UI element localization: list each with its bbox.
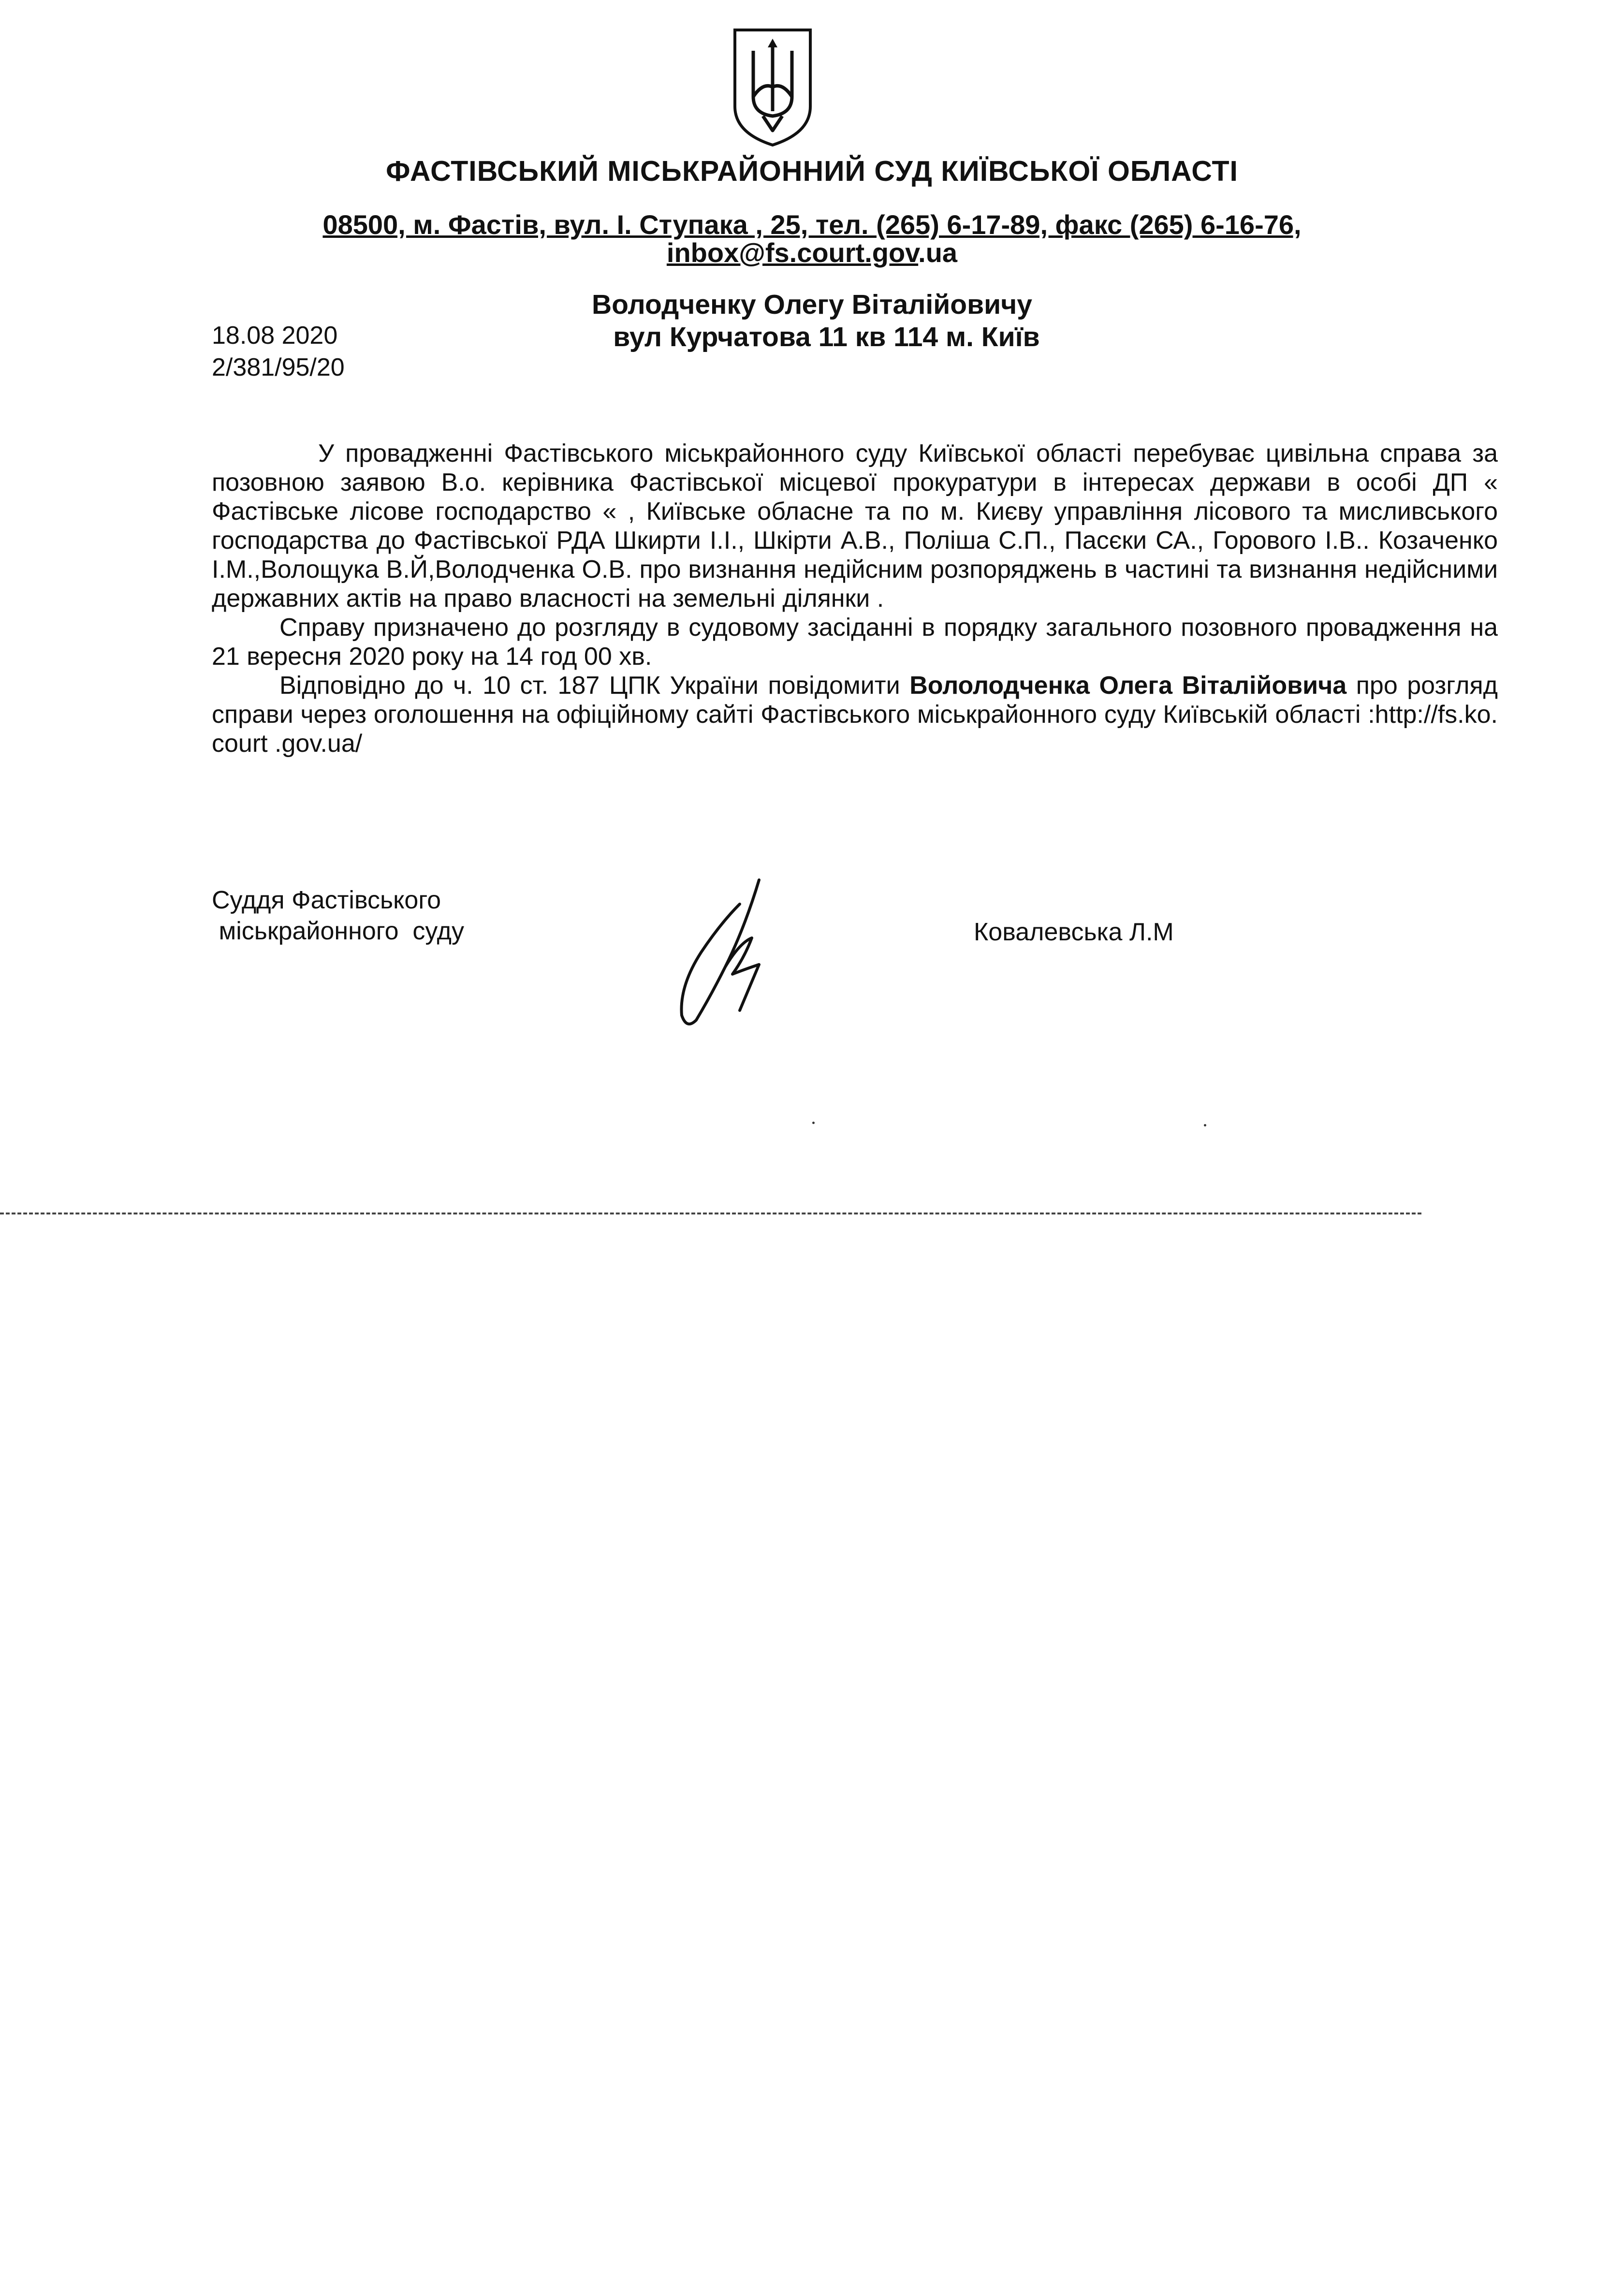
body-paragraph-1: У провадженні Фастівського міськрайонного суду Київської області перебуває цивільна справа за позовною заявою В.о. керівника Фастівської місцевої прокуратури в інтересах держави в особі ДП « Фастівське лісове господарство « , Київське обласне та по м. Києву управління лісового та мисливського господарства до Фастівської РДА Шкирти І.І., Шкірти А.В., Поліша С.П., Пасєки СА., Горового І.В.. Козаченко І.М.,Волощука В.Й,Володченка О.В. про визнання недійсним розпоряджень в частині та визнання недійсними державних актів на право власності на земельні ділянки . bbox=[212, 439, 1498, 613]
body-paragraph-2: Справу призначено до розгляду в судовому засіданні в порядку загального позовного провадження на 21 вересня 2020 року на 14 год 00 хв. bbox=[212, 614, 1498, 671]
coat-of-arms-emblem bbox=[729, 24, 816, 150]
court-name-heading: ФАСТІВСЬКИЙ МІСЬКРАЙОННИЙ СУД КИЇВСЬКОЇ ОБЛАСТІ bbox=[386, 155, 1238, 187]
scan-speck bbox=[812, 1122, 815, 1124]
case-reference-number: 2/381/95/20 bbox=[212, 353, 345, 381]
judge-title-line-1: Суддя Фастівського bbox=[212, 886, 441, 914]
signature-scribble-icon bbox=[667, 870, 793, 1030]
scan-speck bbox=[1204, 1124, 1206, 1126]
judge-name: Ковалевська Л.М bbox=[974, 918, 1174, 946]
paragraph-3-text-continued: про розгляд справи через оголошення на офіційному сайті Фастівського міськрайонного суду Київській області :http://fs.ko. court .gov.ua/ bbox=[212, 672, 1498, 758]
letter-body bbox=[212, 439, 1498, 758]
judge-title-line-2: міськрайонного суду bbox=[212, 917, 465, 945]
paragraph-3-text: Відповідно до ч. 10 ст. 187 ЦПК України повідомити bbox=[279, 672, 910, 700]
handwritten-signature bbox=[667, 870, 793, 1030]
court-email-domain-suffix: .ua bbox=[918, 237, 958, 268]
letter-date: 18.08 2020 bbox=[212, 322, 338, 350]
judge-title bbox=[212, 885, 464, 947]
trident-icon bbox=[729, 24, 816, 150]
notified-person-name: Вололодченка Олега Віталійовича bbox=[909, 672, 1347, 700]
court-email bbox=[0, 237, 1624, 268]
recipient-name: Володченку Олегу Віталійовичу bbox=[592, 289, 1032, 320]
recipient-address: вул Курчатова 11 кв 114 м. Київ bbox=[613, 322, 1040, 352]
body-paragraph-3 bbox=[212, 671, 1498, 758]
court-email-link[interactable]: inbox@fs.court.gov bbox=[666, 237, 919, 268]
court-address: 08500, м. Фастів, вул. І. Ступака , 25, тел. (265) 6-17-89, факс (265) 6-16-76, bbox=[322, 209, 1302, 240]
bottom-divider-line bbox=[0, 1213, 1421, 1214]
